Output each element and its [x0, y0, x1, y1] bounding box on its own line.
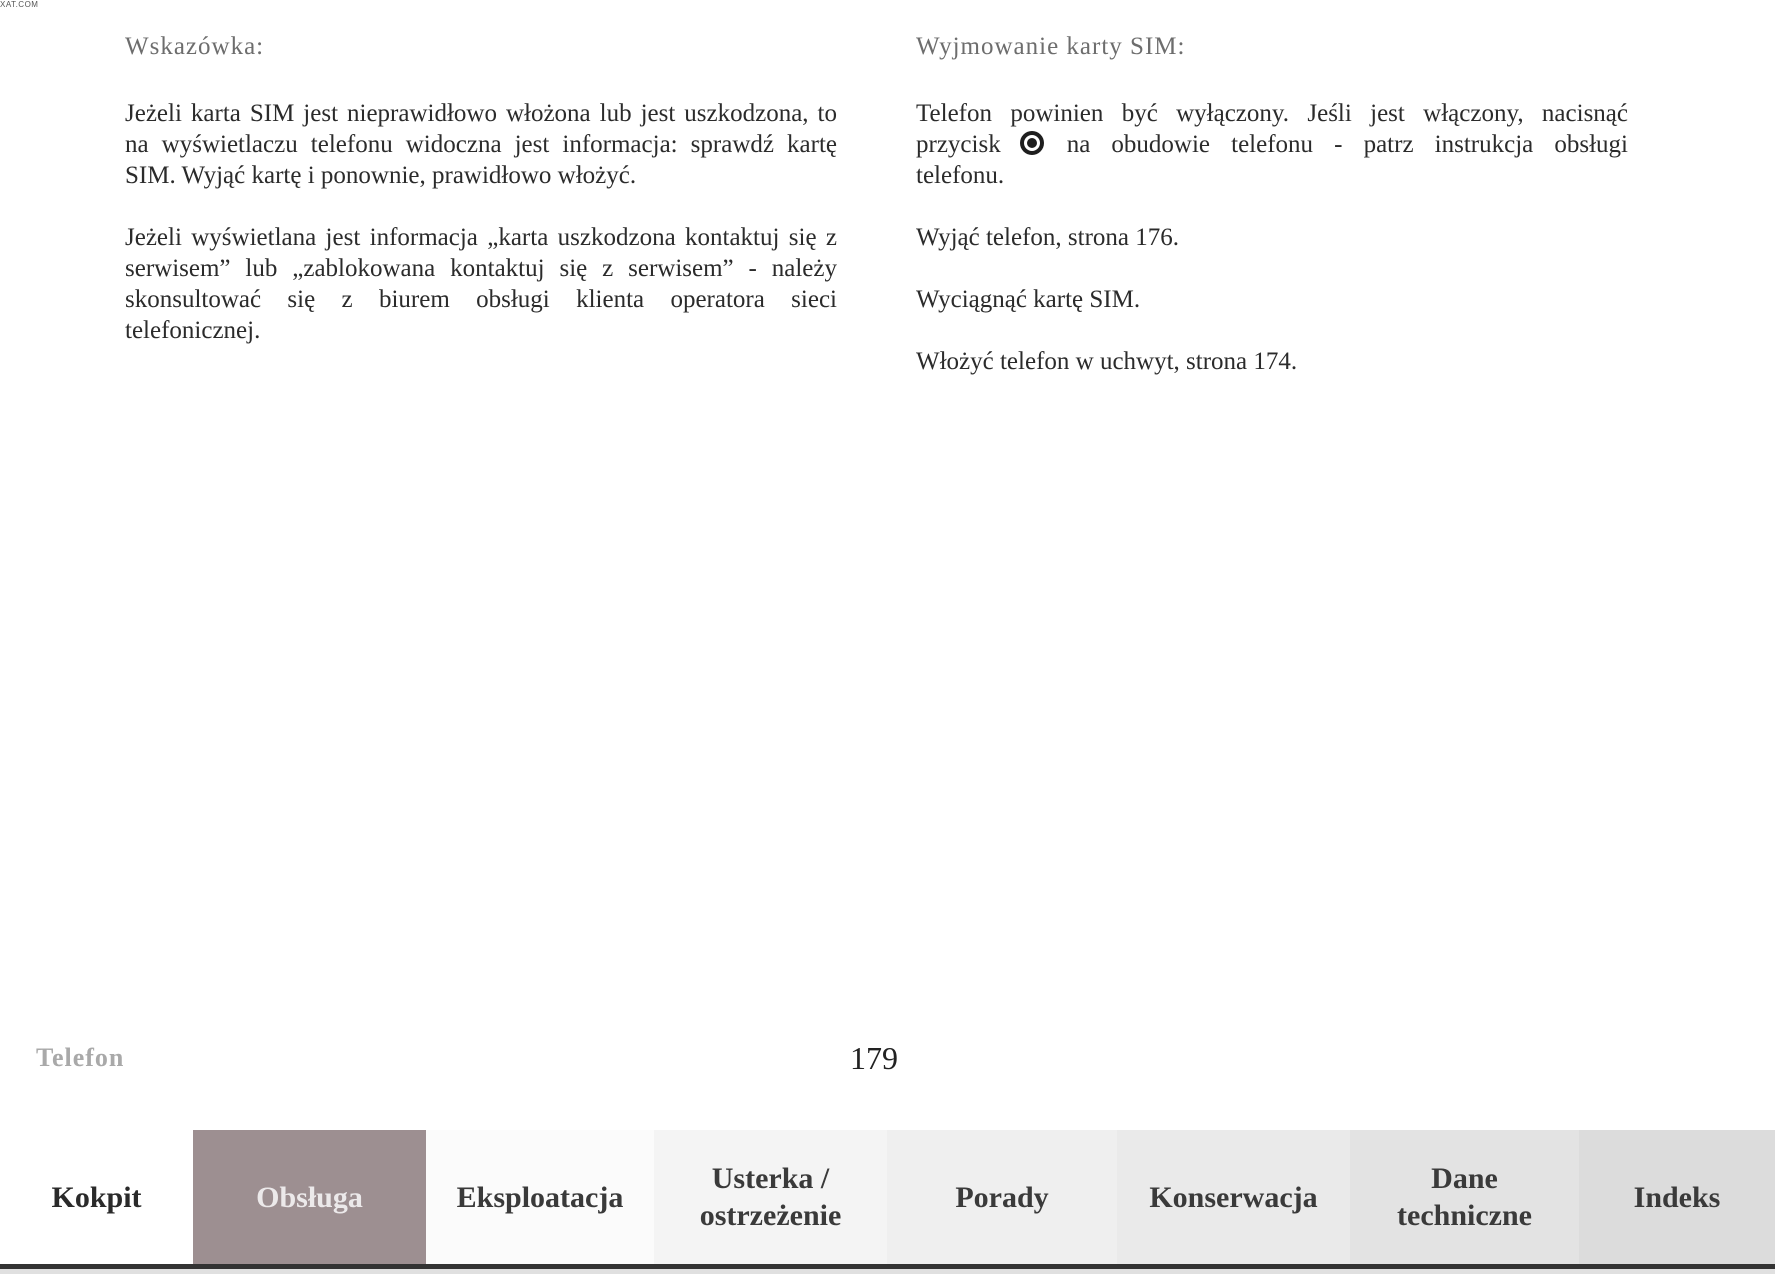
tab-dane-label-line2: techniczne [1397, 1199, 1532, 1232]
tab-kokpit[interactable] [0, 1130, 193, 1264]
bottom-rule-shadow [0, 1269, 1775, 1274]
watermark: XAT.COM [0, 0, 39, 9]
hint-paragraph-2: Jeżeli wyświetlana jest informacja „karta uszkodzona kontaktuj się z serwisem” lub „zablokowana kontaktuj się z serwisem” - należy skonsultować się z biurem obsługi klienta operatora sieci telefonicznej. [125, 224, 837, 344]
left-column [125, 30, 837, 377]
tab-eksploatacja[interactable] [426, 1130, 654, 1264]
tab-konserwacja-label: Konserwacja [1149, 1180, 1318, 1214]
tab-indeks-label: Indeks [1633, 1180, 1721, 1214]
section-label: Telefon [36, 1043, 125, 1072]
sim-removal-step-1 [916, 98, 1628, 191]
tab-usterka-label-line1: Usterka / [711, 1162, 830, 1195]
sim-removal-step-3: Wyciągnąć kartę SIM. [916, 286, 1141, 313]
chapter-tab-bar [0, 1130, 1775, 1264]
tab-usterka-ostrzezenie[interactable] [654, 1130, 887, 1264]
page-number: 179 [850, 1040, 898, 1076]
tab-indeks[interactable] [1579, 1130, 1775, 1264]
tab-eksploatacja-label: Eksploatacja [456, 1180, 624, 1214]
tab-usterka-label-line2: ostrzeżenie [699, 1199, 842, 1232]
step-1-text-before: Telefon powinien być wyłączony. Jeśli jest włączony, nacisnąć przycisk [916, 100, 1628, 158]
tab-porady[interactable] [887, 1130, 1117, 1264]
tab-obsluga-label: Obsługa [256, 1180, 363, 1214]
tab-konserwacja[interactable] [1117, 1130, 1350, 1264]
hint-heading: Wskazówka: [125, 33, 265, 60]
right-column [916, 30, 1628, 408]
tab-obsluga-active[interactable] [193, 1130, 426, 1264]
sim-removal-step-4: Włożyć telefon w uchwyt, strona 174. [916, 348, 1298, 375]
tab-kokpit-label: Kokpit [51, 1180, 142, 1214]
tab-dane-label-line1: Dane [1431, 1162, 1498, 1195]
sim-removal-step-2: Wyjąć telefon, strona 176. [916, 224, 1179, 251]
tab-porady-label: Porady [955, 1180, 1049, 1214]
step-1-text-after: na obudowie telefonu - patrz instrukcja obsługi telefonu. [916, 131, 1628, 189]
power-button-icon [1019, 130, 1045, 156]
hint-paragraph-1: Jeżeli karta SIM jest nieprawidłowo włożona lub jest uszkodzona, to na wyświetlaczu telefonu widoczna jest informacja: sprawdź kartę SIM. Wyjąć kartę i ponownie, prawidłowo włożyć. [125, 100, 837, 189]
tab-dane-techniczne[interactable] [1350, 1130, 1579, 1264]
sim-removal-heading: Wyjmowanie karty SIM: [916, 33, 1186, 60]
